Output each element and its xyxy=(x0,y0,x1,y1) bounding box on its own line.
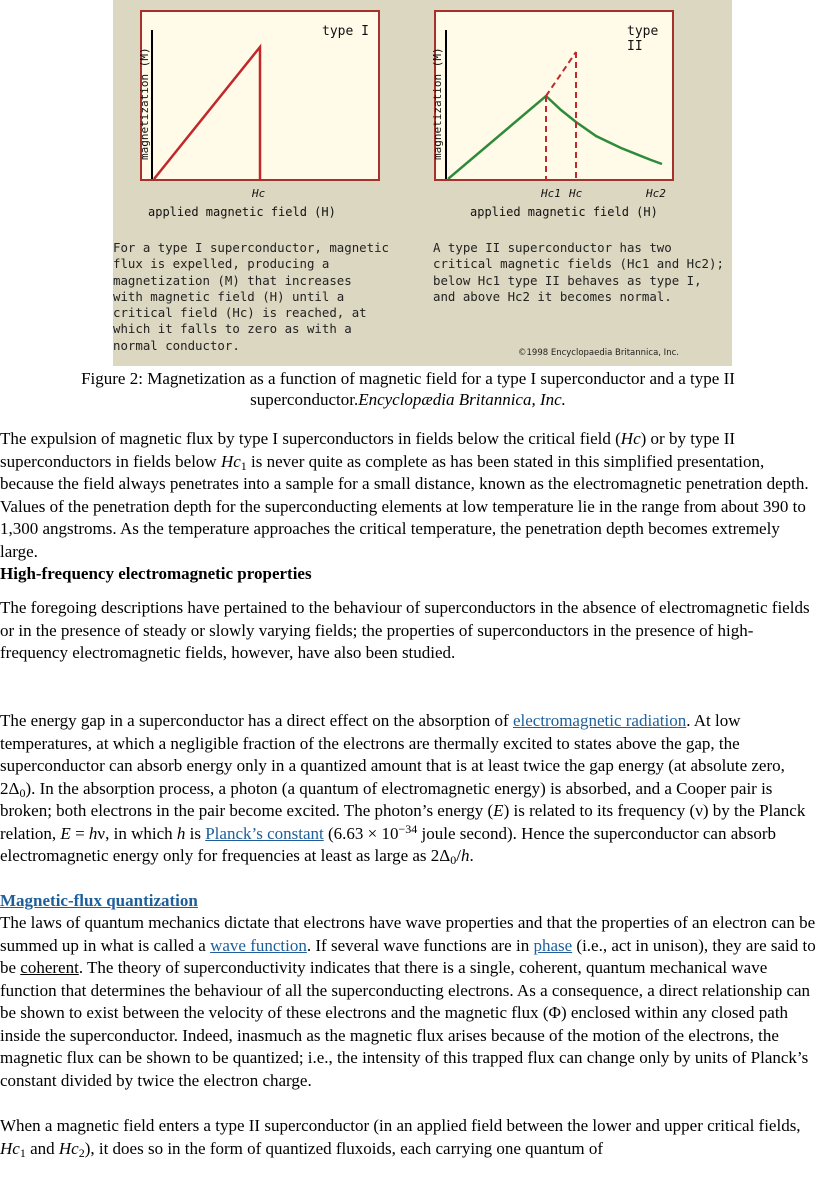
plot-panel-type-2 xyxy=(434,10,674,181)
link-phase[interactable]: phase xyxy=(533,935,573,955)
hc-tick-label: Hc xyxy=(569,187,583,200)
coherent-term: coherent xyxy=(20,958,79,977)
magnetization-curve-type-1 xyxy=(154,47,260,179)
link-plancks-constant[interactable]: Planck’s constant xyxy=(205,823,324,843)
hc2-tick-label: Hc2 xyxy=(646,187,666,200)
caption-type-2: A type II superconductor has two critical magnetic fields (Hc1 and Hc2); below Hc1 type II behaves as type I, and above Hc2 it becomes normal. xyxy=(433,240,724,304)
magnetization-curve-type-2 xyxy=(448,96,662,179)
hc1-tick-label: Hc1 xyxy=(541,187,561,200)
paragraph-fluxoids: When a magnetic field enters a type II superconductor (in an applied field between the lower and upper critical fields, $Hc_1$ and $Hc_2$), it does so in the form of quantized fluxoids, each carrying one quantum of xyxy=(0,1116,801,1160)
panel-type-label: type I xyxy=(322,24,369,39)
type-1-extension-dashed xyxy=(546,52,576,96)
paragraph-flux-quantization: The laws of quantum mechanics dictate that electrons have wave properties and that the properties of an electron can be summed up in what is called a wave function. If several wave functions are in phase (i.e., act in unison), they are said to be coherent. The theory of superconductivity indicates that there is a single, coherent, quantum mechanical wave function that determines the behaviour of all the superconducting electrons. As a consequence, a direct relationship can be shown to exist between the velocity of these electrons and the magnetic flux (Φ) enclosed within any closed path inside the superconductor. Indeed, inasmuch as the magnetic flux arises because of the motion of the electrons, the magnetic flux can be shown to be quantized; i.e., the intensity of this trapped flux can change only by units of Planck’s constant divided by twice the electron charge. xyxy=(0,913,816,1090)
x-axis-label: applied magnetic field (H) xyxy=(470,205,658,219)
link-wave-function[interactable]: wave function xyxy=(210,935,307,955)
hc-tick-label: Hc xyxy=(252,187,266,200)
panel-type-label: type II xyxy=(627,24,659,54)
paragraph-high-frequency-intro: The foregoing descriptions have pertained to the behaviour of superconductors in the absence of electromagnetic fields or in the presence of steady or slowly varying fields; the properties of superconductors in the presence of high-frequency electromagnetic fields, however, have also been studied. xyxy=(0,598,810,662)
type-1-plot xyxy=(142,12,378,179)
plot-panel-type-1 xyxy=(140,10,380,181)
link-magnetic-flux-quantization[interactable]: Magnetic-flux quantization xyxy=(0,891,198,910)
heading-high-frequency: High-frequency electromagnetic properties xyxy=(0,564,312,583)
type-2-plot xyxy=(436,12,672,179)
figure-magnetization xyxy=(113,0,732,366)
figure-caption: Figure 2: Magnetization as a function of magnetic field for a type I superconductor and a type II superconductor.Encyclopædia Britannica, Inc. xyxy=(81,369,735,409)
paragraph-energy-gap: The energy gap in a superconductor has a direct effect on the absorption of electromagnetic radiation. At low temperatures, at which a negligible fraction of the electrons are thermally excited to states above the gap, the superconductor can absorb energy only in a quantized amount that is at least twice the gap energy (at absolute zero, $2\Delta_0$). In the absorption process, a photon (a quantum of electromagnetic energy) is absorbed, and a Cooper pair is broken; both electrons in the pair become excited. The photon’s energy (E) is related to its frequency (ν) by the Planck relation, E = hν, in which h is Planck’s constant ($6.63 \times 10^{-34}$ joule second). Hence the superconductor can absorb electromagnetic energy only for frequencies at least as large as $2\Delta_0/h$. xyxy=(0,711,806,867)
caption-type-1: For a type I superconductor, magnetic flux is expelled, producing a magnetization (M) that increases with magnetic field (H) until a critical field (Hc) is reached, at which it falls to zero as with a normal conductor. xyxy=(113,240,390,353)
x-axis-label: applied magnetic field (H) xyxy=(148,205,336,219)
heading-magnetic-flux xyxy=(0,890,198,912)
link-electromagnetic-radiation[interactable]: electromagnetic radiation xyxy=(512,711,687,730)
copyright-notice: ©1998 Encyclopaedia Britannica, Inc. xyxy=(518,348,679,358)
y-axis-label: magnetization (M) xyxy=(431,47,444,160)
paragraph-penetration-depth: The expulsion of magnetic flux by type I superconductors in fields below the critical field (Hc) or by type II superconductors in fields below $Hc_1$ is never quite as complete as has been stated in this simplified presentation, because the field always penetrates into a sample for a small distance, known as the electromagnetic penetration depth. Values of the penetration depth for the superconducting elements at low temperature lie in the range from about 390 to 1,300 angstroms. As the temperature approaches the critical temperature, the penetration depth becomes extremely large. xyxy=(0,429,809,561)
y-axis-label: magnetization (M) xyxy=(138,47,151,160)
